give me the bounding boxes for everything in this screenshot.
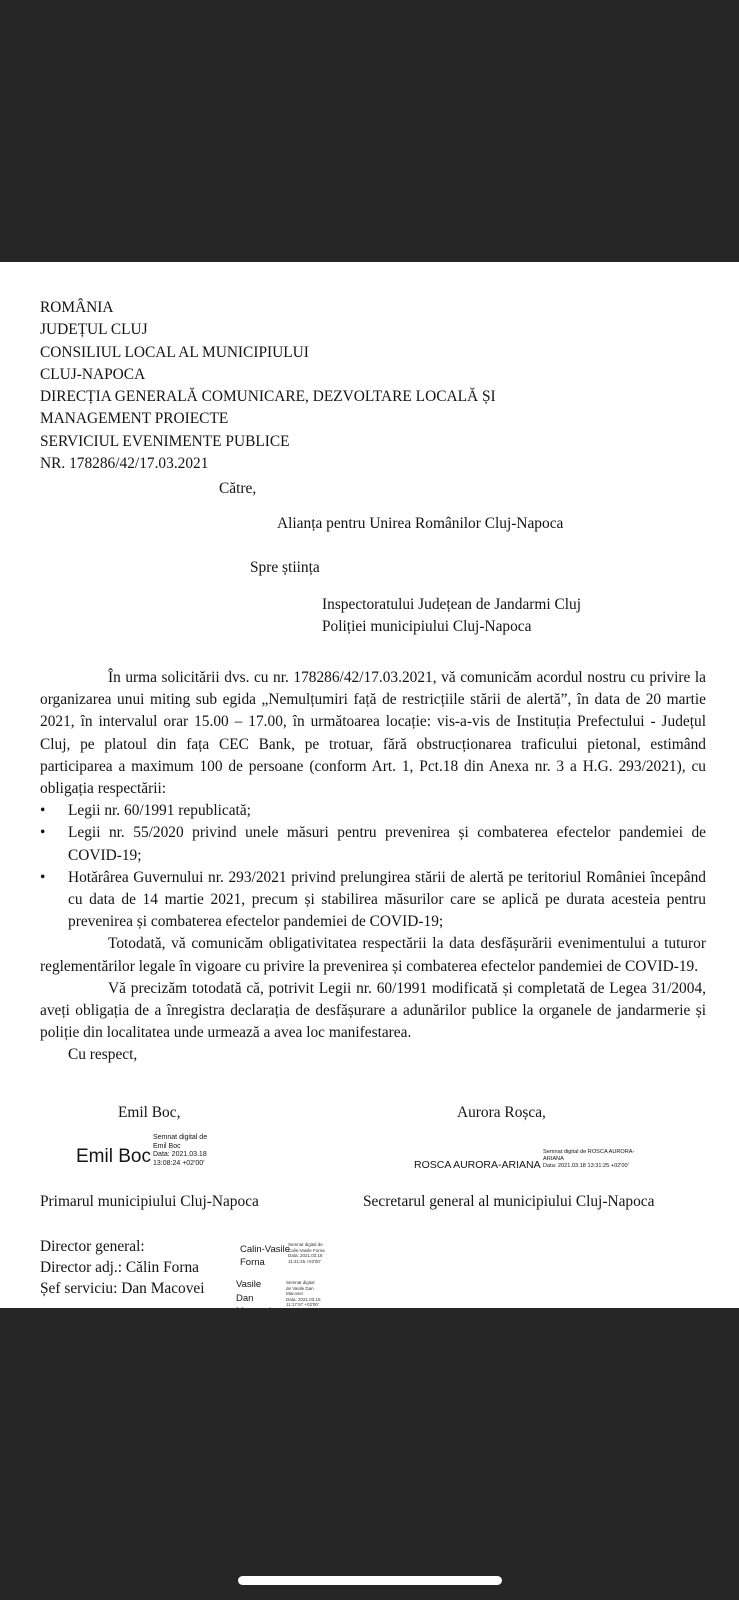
- bullet-icon: •: [40, 868, 46, 886]
- letterhead-line: MANAGEMENT PROIECTE: [40, 410, 229, 428]
- bullet-icon: •: [40, 824, 46, 842]
- cc-line: Inspectoratului Județean de Jandarmi Cluj: [322, 596, 582, 613]
- closing: Cu respect,: [68, 1046, 138, 1064]
- digital-signature-left-details: Semnat digital de Emil Boc Data: 2021.03.18 13:08:24 +02'00': [153, 1134, 208, 1167]
- staff-list: [40, 1236, 205, 1299]
- paragraph-regulations: Totodată, vă comunicăm obligativitatea respectării la data desfășurării evenimentului a tuturor reglementărilor legale în vigoare cu privire la prevenirea și combaterea efectelor pandemiei de COVID-19.: [40, 935, 706, 975]
- letterhead: [40, 297, 496, 475]
- list-item-text: Legii nr. 55/2020 privind unele măsuri pentru prevenirea și combaterea efectelor pandemiei de COVID-19;: [68, 824, 706, 864]
- letterhead-line: ROMÂNIA: [40, 299, 114, 316]
- cc-label: Spre știința: [250, 559, 320, 576]
- paragraph-declaration: Vă precizăm totodată că, potrivit Legii nr. 60/1991 modificată și completată de Legea 31/2004, aveți obligația de a înregistra declarația de desfășurare a adunărilor publice la organele de jandarmerie și poliție din localitatea unde urmează a avea loc manifestarea.: [40, 979, 706, 1042]
- list-item: [40, 800, 706, 822]
- letterhead-line: DIRECȚIA GENERALĂ COMUNICARE, DEZVOLTARE LOCALĂ ȘI: [40, 388, 496, 406]
- bottom-dark-bar: [0, 1308, 739, 1600]
- staff-line: Director general:: [40, 1238, 145, 1255]
- digital-signature-left-name: Emil Boc: [76, 1146, 151, 1167]
- to-name: Alianța pentru Unirea Românilor Cluj-Napoca: [277, 515, 564, 532]
- digital-signature-forna-details: Semnat digital de Calin-Vasile Forna Data: 2021.03.18 11:41:25 +02'00': [288, 1242, 325, 1264]
- top-dark-bar: [0, 0, 739, 262]
- cc-line: Poliției municipiului Cluj-Napoca: [322, 618, 532, 635]
- digital-signature-macovei-details: Semnat digital de Vasile Dan Macovei Data: 2021.03.18 11:17:57 +02'00': [286, 1280, 321, 1308]
- staff-line: Șef serviciu: Dan Macovei: [40, 1280, 205, 1297]
- list-item: [40, 822, 706, 866]
- digital-signature-macovei-name: Vasile Dan: [236, 1279, 262, 1304]
- home-indicator[interactable]: [238, 1576, 502, 1585]
- signatory-left-title: Primarul municipiului Cluj-Napoca: [40, 1193, 259, 1210]
- letter-body: [40, 667, 706, 1067]
- signatory-left-name: Emil Boc,: [118, 1104, 181, 1121]
- list-item: [40, 867, 706, 934]
- registration-number: NR. 178286/42/17.03.2021: [40, 455, 209, 473]
- letterhead-line: JUDEȚUL CLUJ: [40, 321, 148, 339]
- staff-line: Director adj.: Călin Forna: [40, 1259, 199, 1276]
- bullet-icon: •: [40, 802, 46, 820]
- digital-signature-forna-name: Calin-Vasile Forna: [240, 1244, 290, 1268]
- digital-signature-right-name: ROSCA AURORA-ARIANA: [414, 1159, 541, 1171]
- signatory-right-name: Aurora Roșca,: [457, 1104, 546, 1121]
- letterhead-line: SERVICIUL EVENIMENTE PUBLICE: [40, 432, 290, 450]
- to-label: Către,: [219, 480, 257, 497]
- obligations-list: [40, 800, 706, 933]
- list-item-text: Legii nr. 60/1991 republicată;: [68, 802, 251, 820]
- letterhead-line: CLUJ-NAPOCA: [40, 365, 146, 383]
- list-item-text: Hotărârea Guvernului nr. 293/2021 privind prelungirea stării de alertă pe teritoriul României începând cu data de 14 martie 2021, precum și stabilirea măsurilor care se aplică pe durata acesteia pentru prevenirea și combaterea efectelor pandemiei de COVID-19;: [68, 868, 706, 931]
- digital-signature-right-details: Semnat digital de ROSCA AURORA- ARIANA Data: 2021.03.18 13:31:25 +02'00': [543, 1149, 635, 1170]
- document-page: [0, 262, 739, 1308]
- paragraph-approval: În urma solicitării dvs. cu nr. 178286/42/17.03.2021, vă comunicăm acordul nostru cu privire la organizarea unui miting sub egida „Nemulțumiri față de restricțiile stării de alertă”, în data de 20 martie 2021, în intervalul orar 15.00 – 17.00, în următoarea locație: vis-a-vis de Instituția Prefectului - Județul Cluj, pe platoul din fața CEC Bank, pe trotuar, fără obstrucționarea traficului pietonal, estimând participarea a maximum 100 de persoane (conform Art. 1, Pct.18 din Anexa nr. 3 a H.G. 293/2021), cu obligația respectării:: [40, 669, 706, 798]
- signatory-right-title: Secretarul general al municipiului Cluj-Napoca: [363, 1193, 655, 1210]
- letterhead-line: CONSILIUL LOCAL AL MUNICIPIULUI: [40, 343, 309, 361]
